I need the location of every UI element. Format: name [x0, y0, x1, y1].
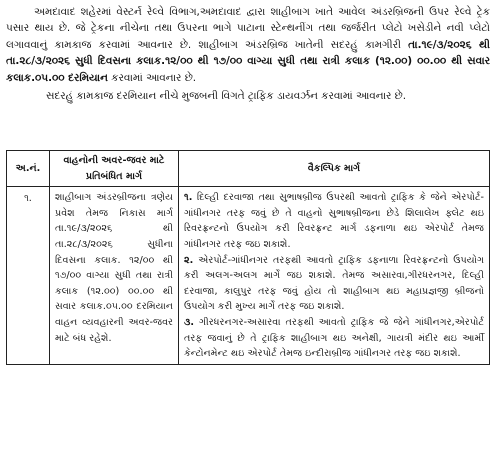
alternate-route-3: ૩. ગીરધરનગર-અસારવા તરફથી આવતો ટ્રાફિક જે જેને ગાંધીનગર,એરપોર્ટ તરફ જવાનું છે તે ટ્રાફિક શાહીબાગ થઇ અનેક્ષી, ગાયત્રી મંદીર થઇ આર્મી કેન્ટોનમેન્ટ થઇ એરપોર્ટ તેમજ ઇન્દીરાબ્રીજ ગાંધીનગર તરફ જઇ શકાશે. — [184, 316, 484, 360]
alternate-route-1: ૧. દિલ્હી દરવાજા તથા સુભાષબ્રીજ ઉપરથી આવતો ટ્રાફિક કે જેને એરપોર્ટ-ગાંધીનગર તરફ જવું છે તે વાહનો સુભાષબ્રીજના છેડે શિલાલેખ ફ્લેટ થઇ રિવરફ્રન્ટનો ઉપયોગ કરી રિવરફ્રન્ટ માર્ગ ડફનાળા થઇ એરપોર્ટ તેમજ ગાંધીનગર તરફ જઇ શકાશે. — [184, 192, 484, 250]
table-header-row — [7, 151, 490, 187]
diversion-intro: સદરહું કામકાજ દરમિયાન નીચે મુજબની વિગતે ટ્રાફિક ડાયવર્ઝન કરવામાં આવનાર છે. — [46, 90, 407, 103]
notice-text-intro: અમદાવાદ શહેરમાં વેસ્ટર્ન રેલ્વે વિભાગ,અમદાવાદ દ્વારા શાહીબાગ ખાતે આવેલ અંડરબ્રિજની ઉપર રેલ્વે ટ્રેક પસાર થાય છે. જે ટ્રેકના નીચેના તથા ઉપરના ભાગે પાટાના સ્ટેન્થનીંગ તથા જર્જરીત પ્લેટો ખસેડીને નવી પ્લેટો લગાવવાનું કામકાજ કરવામાં આવનાર છે. શાહીબાગ અંડરબ્રિજ ખાતેની સદરહું કામગીરી — [6, 6, 490, 51]
notice-paragraph-1 — [6, 4, 490, 86]
notice-date-time-range: તા.૧૯/૩/૨૦૨૬ થી તા.૨૮/૩/૨૦૨૬ સુધી દિવસના કલાક.૧૨/૦૦ થી ૧૭/૦૦ વાગ્યા સુધી તથા રાત્રી કલાક (૧૨.૦૦) ૦૦.૦૦ થી સવાર કલાક.૦૫.૦૦ દરમિયાન — [6, 38, 490, 84]
header-serial-number: અ.નં. — [7, 151, 50, 187]
alternate-route-2: ૨. એરપોર્ટ-ગાંધીનગર તરફથી આવતો ટ્રાફિક ડફનાળા રિવરફ્રન્ટનો ઉપયોગ કરી અલગ-અલગ માર્ગે જઇ શકાશે. તેમજ અસારવા,ગીરધરનગર, દિલ્હી દરવાજા, કાલુપુર તરફ જવું હોય તો શાહીબાગ થઇ મહાપ્રજ્ઞજી બ્રીજનો ઉપયોગ કરી મુખ્ય માર્ગે તરફ જઇ શકાશે. — [184, 254, 484, 313]
cell-alternate-routes — [179, 187, 490, 365]
cell-restricted-route: શાહીબાગ અંડરબ્રીજના ત્રણેય પ્રવેશ તેમજ નિકાસ માર્ગ તા.૧૯/૩/૨૦૨૬ થી તા.૨૮/૩/૨૦૨૬ સુધીના દિવસના કલાક. ૧૨/૦૦ થી ૧૭/૦૦ વાગ્યા સુધી તથા રાત્રી કલાક (૧૨.૦૦) ૦૦.૦૦ થી સવાર કલાક.૦૫.૦૦ દરમિયાન વાહન વ્યવહારની અવર-જવર માટે બંધ રહેશે. — [50, 187, 179, 365]
header-restricted-route: વાહનોની અવર-જવર માટે પ્રતિબંધિત માર્ગ — [50, 151, 179, 187]
header-alternate-route: વૈકલ્પિક માર્ગ — [179, 151, 490, 187]
table-row — [7, 187, 490, 365]
notice-paragraph-2 — [6, 88, 490, 104]
notice-text-close: કરવામાં આવનાર છે. — [111, 71, 197, 84]
cell-serial-number: ૧. — [7, 187, 50, 365]
diversion-table — [6, 150, 490, 365]
